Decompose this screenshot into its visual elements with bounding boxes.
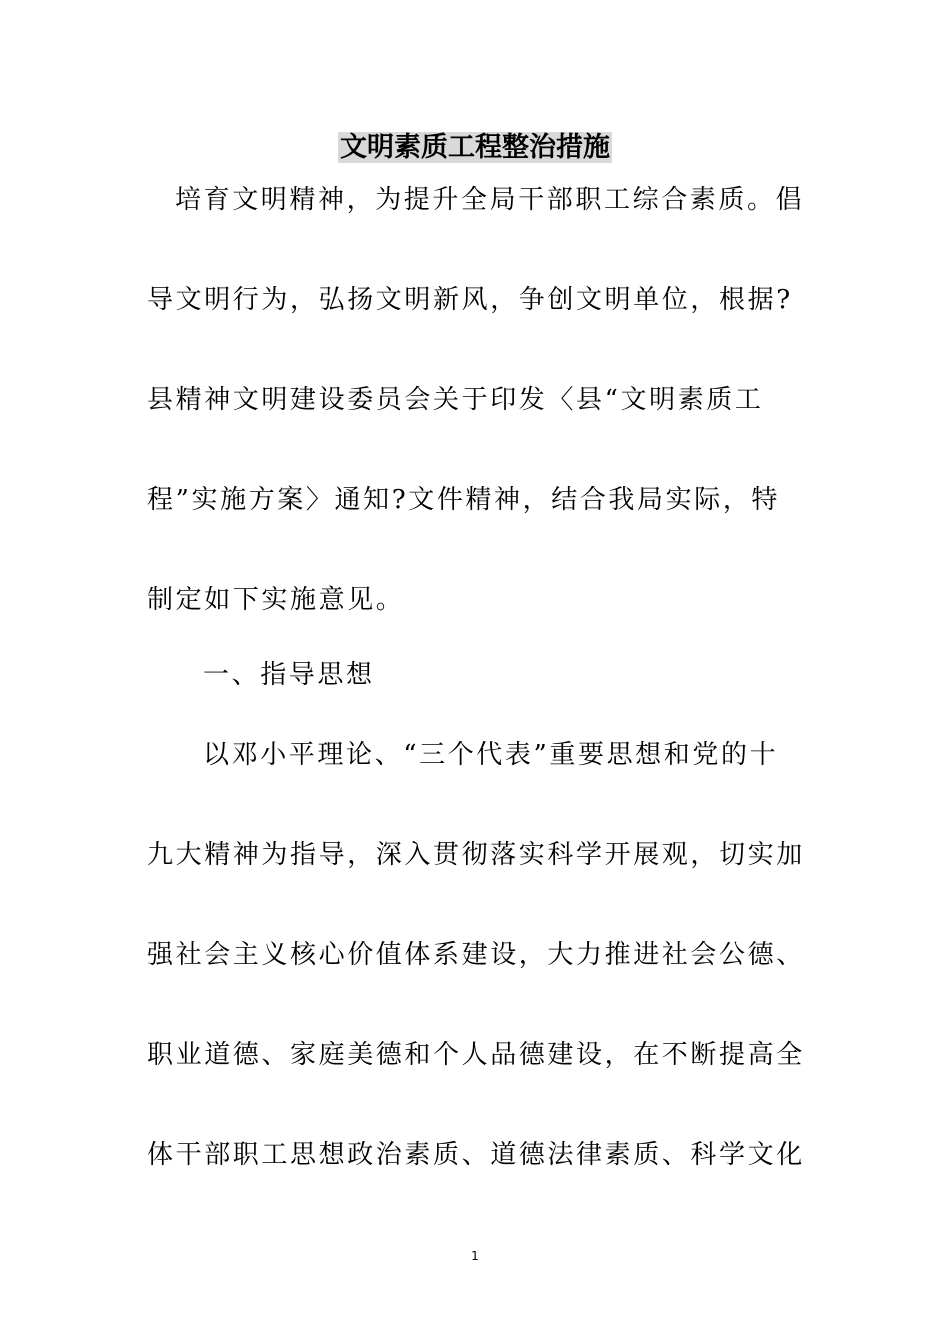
paragraph-line: 九大精神为指导，深入贯彻落实科学开展观，切实加	[147, 840, 805, 870]
paragraph-line: 体干部职工思想政治素质、道德法律素质、科学文化	[147, 1140, 805, 1170]
paragraph-line: 以邓小平理论、“三个代表”重要思想和党的十	[203, 740, 779, 770]
paragraph-line: 培育文明精神，为提升全局干部职工综合素质。倡	[175, 185, 805, 215]
paragraph-line: 强社会主义核心价值体系建设，大力推进社会公德、	[147, 940, 805, 970]
paragraph-line: 制定如下实施意见。	[147, 585, 405, 615]
page-number: 1	[471, 1249, 479, 1263]
paragraph-line: 程”实施方案〉通知?文件精神，结合我局实际，特	[147, 485, 781, 515]
paragraph-line: 导文明行为，弘扬文明新风，争创文明单位，根据?	[147, 285, 793, 315]
section-heading: 一、指导思想	[203, 660, 375, 690]
paragraph-line: 县精神文明建设委员会关于印发〈县“文明素质工	[147, 385, 764, 415]
document-title	[0, 128, 950, 168]
paragraph-line: 职业道德、家庭美德和个人品德建设，在不断提高全	[147, 1040, 805, 1070]
document-title-text: 文明素质工程整治措施	[340, 132, 610, 163]
